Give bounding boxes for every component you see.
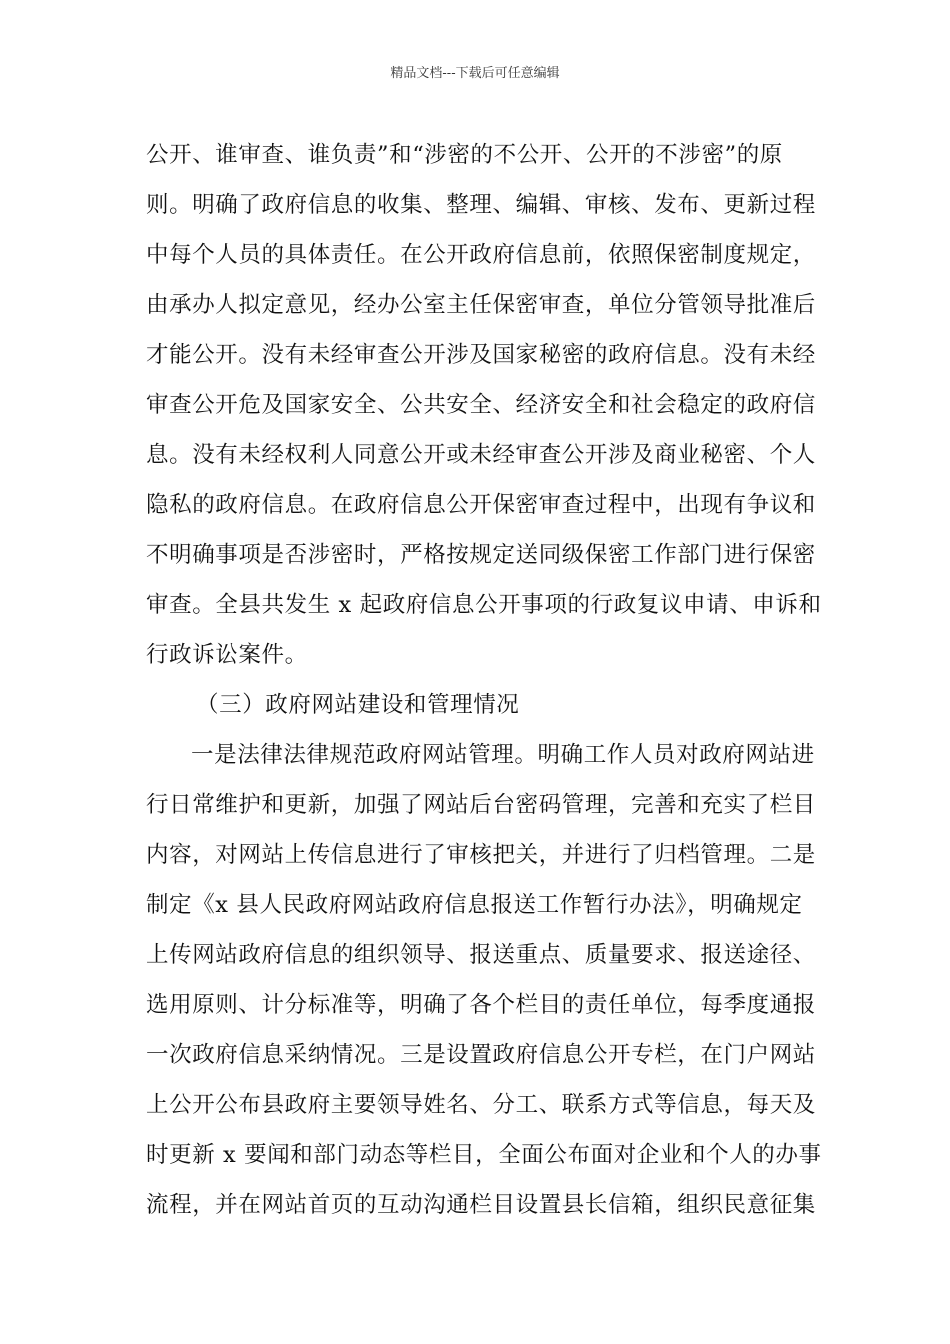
text-line: 审查公开危及国家安全、公共安全、经济安全和社会稳定的政府信 — [146, 392, 816, 418]
text-line: 息。没有未经权利人同意公开或未经审查公开涉及商业秘密、个人 — [146, 442, 816, 468]
text-line: 才能公开。没有未经审查公开涉及国家秘密的政府信息。没有未经 — [146, 342, 816, 368]
page-header: 精品文档---下载后可任意编辑 — [390, 66, 560, 81]
text-line: 审查。全县共发生 x 起政府信息公开事项的行政复议申请、申诉和 — [146, 592, 822, 618]
text-line: 上传网站政府信息的组织领导、报送重点、质量要求、报送途径、 — [146, 942, 816, 968]
text-line: 流程，并在网站首页的互动沟通栏目设置县长信箱，组织民意征集 — [146, 1192, 816, 1218]
text-line: 隐私的政府信息。在政府信息公开保密审查过程中，出现有争议和 — [146, 492, 816, 518]
text-line: 公开、谁审查、谁负责”和“涉密的不公开、公开的不涉密”的原 — [146, 142, 783, 168]
text-line: 不明确事项是否涉密时，严格按规定送同级保密工作部门进行保密 — [146, 542, 816, 568]
text-line: 行日常维护和更新，加强了网站后台密码管理，完善和充实了栏目 — [146, 792, 816, 818]
text-line: 行政诉讼案件。 — [146, 642, 308, 668]
text-line: 制定《x 县人民政府网站政府信息报送工作暂行办法》，明确规定 — [146, 892, 803, 918]
document-body — [146, 130, 822, 1230]
text-line: 选用原则、计分标准等，明确了各个栏目的责任单位，每季度通报 — [146, 992, 816, 1018]
section-heading: （三）政府网站建设和管理情况 — [196, 692, 520, 718]
text-line: 上公开公布县政府主要领导姓名、分工、联系方式等信息，每天及 — [146, 1092, 816, 1118]
text-line: 则。明确了政府信息的收集、整理、编辑、审核、发布、更新过程 — [146, 192, 816, 218]
text-line: 一次政府信息采纳情况。三是设置政府信息公开专栏，在门户网站 — [146, 1042, 816, 1068]
text-line: 由承办人拟定意见，经办公室主任保密审查，单位分管领导批准后 — [146, 292, 816, 318]
text-line: 中每个人员的具体责任。在公开政府信息前，依照保密制度规定， — [146, 242, 816, 268]
text-line: 内容，对网站上传信息进行了审核把关，并进行了归档管理。二是 — [146, 842, 816, 868]
text-line: 时更新 x 要闻和部门动态等栏目，全面公布面对企业和个人的办事 — [146, 1142, 822, 1168]
paragraph-first-line: 一是法律法律规范政府网站管理。明确工作人员对政府网站进 — [191, 742, 815, 768]
